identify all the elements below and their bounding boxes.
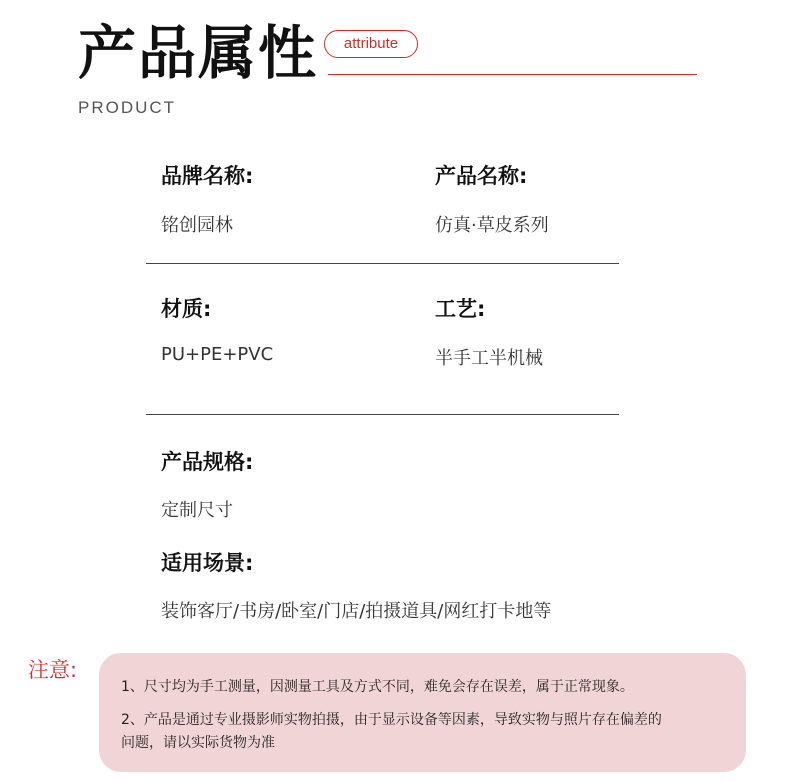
material-label: 材质: <box>161 297 212 321</box>
craft-label: 工艺: <box>435 297 486 321</box>
notice-line-2: 2、产品是通过专业摄影师实物拍摄，由于显示设备等因素，导致实物与照片存在偏差的 <box>121 712 662 728</box>
notice-line-3: 问题，请以实际货物为准 <box>121 735 275 751</box>
divider <box>146 414 619 415</box>
spec-value: 定制尺寸 <box>161 500 233 521</box>
page-title: 产品属性 <box>78 19 319 87</box>
scenes-label: 适用场景: <box>161 551 254 575</box>
brand-label: 品牌名称: <box>161 164 254 188</box>
material-value: PU+PE+PVC <box>161 344 274 365</box>
notice-label: 注意: <box>28 658 78 682</box>
title-underline <box>328 74 697 75</box>
spec-label: 产品规格: <box>161 450 254 474</box>
product-name-value: 仿真·草皮系列 <box>435 215 549 236</box>
attribute-badge: attribute <box>324 30 418 58</box>
page-subtitle: PRODUCT <box>78 98 177 117</box>
scenes-value: 装饰客厅/书房/卧室/门店/拍摄道具/网红打卡地等 <box>161 601 552 622</box>
brand-value: 铭创园林 <box>161 215 233 236</box>
divider <box>146 263 619 264</box>
notice-line-1: 1、尺寸均为手工测量，因测量工具及方式不同，难免会存在误差，属于正常现象。 <box>121 679 634 695</box>
craft-value: 半手工半机械 <box>435 348 543 369</box>
product-name-label: 产品名称: <box>435 164 528 188</box>
